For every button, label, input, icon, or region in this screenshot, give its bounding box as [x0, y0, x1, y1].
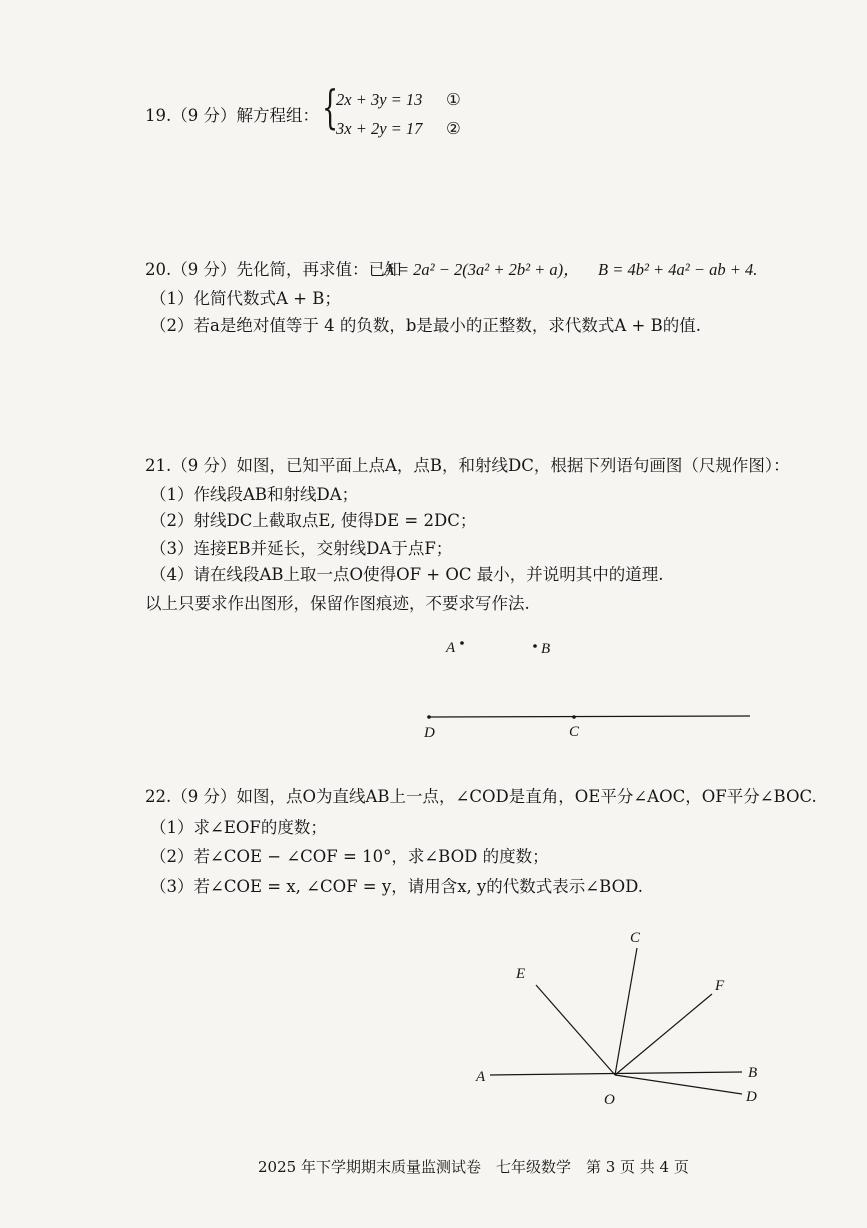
label-o: O	[604, 1092, 615, 1108]
q22-part-2: （2）若∠COE − ∠COF = 10°，求∠BOD 的度数；	[150, 847, 549, 866]
q21-part-4: （4）请在线段AB上取一点O使得OF + OC 最小，并说明其中的道理.	[150, 565, 664, 584]
label-a2: A	[476, 1069, 486, 1085]
q21-figure	[423, 640, 750, 741]
ray-dc	[429, 716, 750, 717]
ray-od	[615, 1075, 742, 1094]
q19-equation-1-mark: ①	[446, 90, 461, 109]
label-d2: D	[746, 1089, 757, 1105]
label-c: C	[569, 724, 580, 740]
q22-figure	[475, 930, 757, 1108]
label-c2: C	[630, 930, 641, 946]
ray-oc	[615, 948, 637, 1075]
q20-part-2: （2）若a是绝对值等于 4 的负数，b是最小的正整数，求代数式A + B的值.	[150, 316, 701, 335]
label-e: E	[516, 966, 526, 982]
q19-equation-2: 3x + 2y = 17	[336, 119, 423, 138]
q21-part-2: （2）射线DC上截取点E, 使得DE = 2DC；	[150, 511, 477, 530]
q21-note: 以上只要求作出图形，保留作图痕迹，不要求写作法.	[145, 594, 530, 613]
q19-equation-2-mark: ②	[446, 119, 461, 138]
q21-stem: 21.（9 分）如图，已知平面上点A，点B，和射线DC，根据下列语句画图（尺规作图）：	[145, 456, 790, 475]
point-d-dot	[427, 715, 431, 719]
page-footer: 2025 年下学期期末质量监测试卷 七年级数学 第 3 页 共 4 页	[258, 1158, 689, 1176]
point-b-dot	[533, 644, 537, 648]
label-d: D	[424, 725, 435, 741]
system-brace: {	[322, 80, 339, 134]
ray-of	[615, 994, 712, 1075]
label-f: F	[715, 978, 725, 994]
q20-stem-math-a: A = 2a² − 2(3a² + 2b² + a)，	[384, 260, 580, 279]
q20-stem-math-b: B = 4b² + 4a² − ab + 4.	[598, 260, 758, 279]
point-a-dot	[460, 641, 464, 645]
q19-equation-1: 2x + 3y = 13	[336, 90, 423, 109]
q22-part-1: （1）求∠EOF的度数；	[150, 818, 327, 837]
label-b2: B	[748, 1065, 758, 1081]
q20-part-1: （1）化简代数式A + B；	[150, 289, 341, 308]
q22-part-3: （3）若∠COE = x, ∠COF = y，请用含x, y的代数式表示∠BOD.	[150, 877, 643, 896]
q21-part-1: （1）作线段AB和射线DA；	[150, 485, 359, 504]
q21-part-3: （3）连接EB并延长，交射线DA于点F；	[150, 539, 453, 558]
q20-stem-prefix: 20.（9 分）先化简，再求值：已知	[145, 260, 402, 279]
q19-label: 19.（9 分）解方程组：	[145, 106, 319, 125]
point-c-dot	[572, 715, 576, 719]
ray-oe	[536, 985, 615, 1075]
label-a: A	[446, 640, 456, 656]
label-b: B	[541, 641, 551, 657]
q22-stem: 22.（9 分）如图，点O为直线AB上一点，∠COD是直角，OE平分∠AOC，OF平分∠BOC.	[145, 787, 817, 806]
